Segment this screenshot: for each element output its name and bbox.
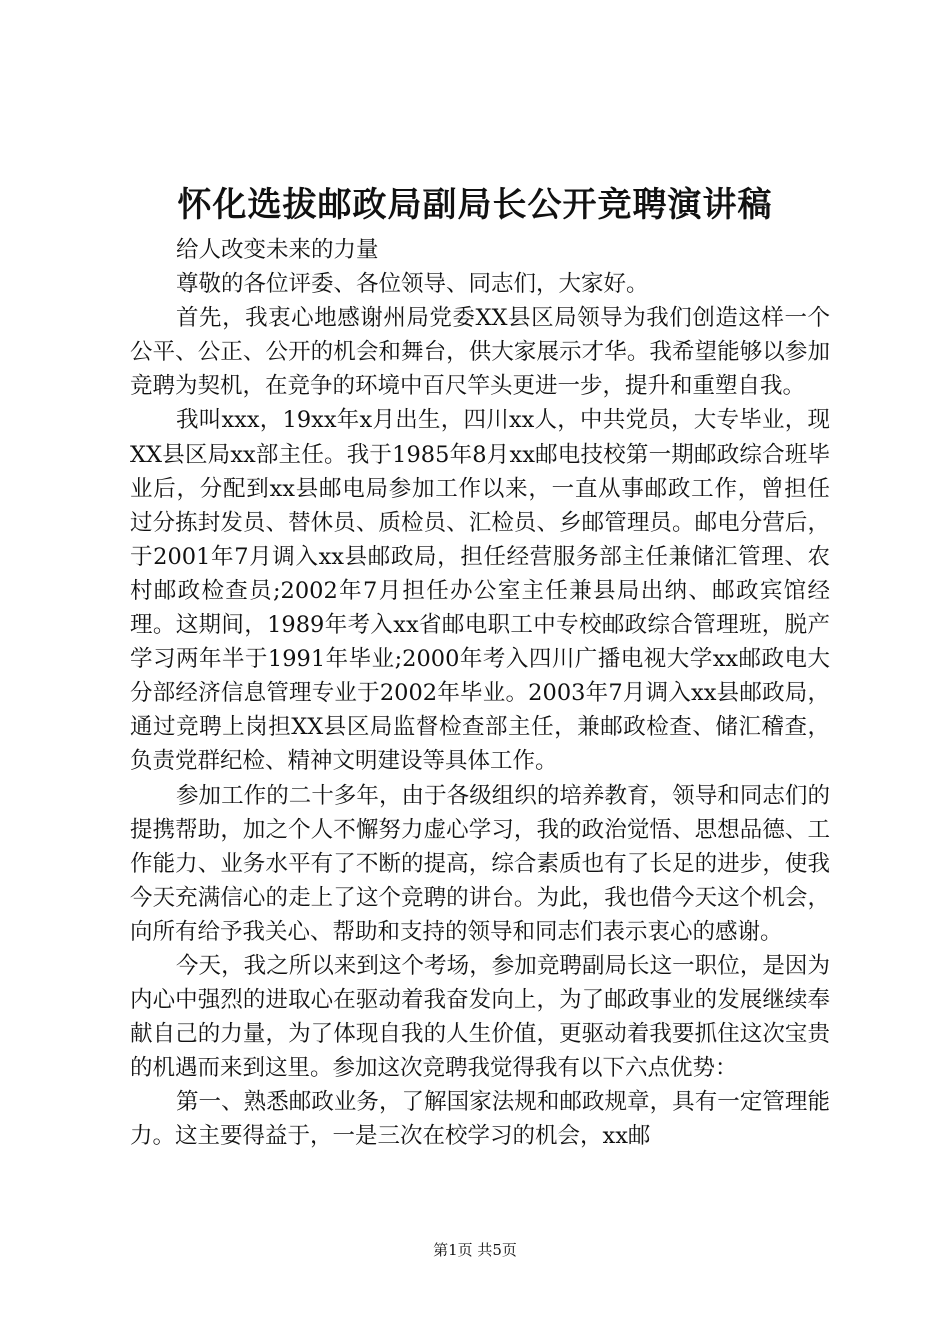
paragraph-tagline: 给人改变未来的力量 [176, 237, 379, 263]
document-title: 怀化选拔邮政局副局长公开竞聘演讲稿 [177, 185, 773, 225]
page-number-footer: 第1页 共5页 [433, 1241, 517, 1259]
paragraph-motivation: 今天，我之所以来到这个考场，参加竞聘副局长这一职位，是因为内心中强烈的进取心在驱动着我奋发向上，为了邮政事业的发展继续奉献自己的力量，为了体现自我的人生价值，更驱动着我要抓住这次宝贵的机遇而来到这里。参加这次竞聘我觉得我有以下六点优势： [130, 952, 830, 1082]
paragraph-background: 我叫xxx，19xx年x月出生，四川xx人，中共党员，大专毕业，现XX县区局xx部主任。我于1985年8月xx邮电技校第一期邮政综合班毕业后，分配到xx县邮电局参加工作以来，一直从事邮政工作，曾担任过分拣封发员、替休员、质检员、汇检员、乡邮管理员。邮电分营后，于2001年7月调入xx县邮政局，担任经营服务部主任兼储汇管理、农村邮政检查员;2002年7月担任办公室主任兼县局出纳、邮政宾馆经理。这期间，1989年考入xx省邮电职工中专校邮政综合管理班，脱产学习两年半于1991年毕业;2000年考入四川广播电视大学xx邮政电大分部经济信息管理专业于2002年毕业。2003年7月调入xx县邮政局，通过竞聘上岗担XX县区局监督检查部主任，兼邮政检查、储汇稽查，负责党群纪检、精神文明建设等具体工作。 [130, 407, 830, 775]
paragraph-advantage-one: 第一、熟悉邮政业务，了解国家法规和邮政规章，具有一定管理能力。这主要得益于，一是三次在校学习的机会，xx邮 [130, 1089, 830, 1150]
paragraph-thanks: 首先，我衷心地感谢州局党委XX县区局领导为我们创造这样一个公平、公正、公开的机会和舞台，供大家展示才华。我希望能够以参加竞聘为契机，在竞争的环境中百尺竿头更进一步，提升和重塑自我。 [130, 305, 830, 400]
paragraph-growth: 参加工作的二十多年，由于各级组织的培养教育，领导和同志们的提携帮助，加之个人不懈努力虚心学习，我的政治觉悟、思想品德、工作能力、业务水平有了不断的提高，综合素质也有了长足的进步，使我今天充满信心的走上了这个竞聘的讲台。为此，我也借今天这个机会，向所有给予我关心、帮助和支持的领导和同志们表示衷心的感谢。 [130, 782, 830, 945]
paragraph-greeting: 尊敬的各位评委、各位领导、同志们，大家好。 [176, 271, 649, 298]
document-body [130, 233, 830, 1154]
